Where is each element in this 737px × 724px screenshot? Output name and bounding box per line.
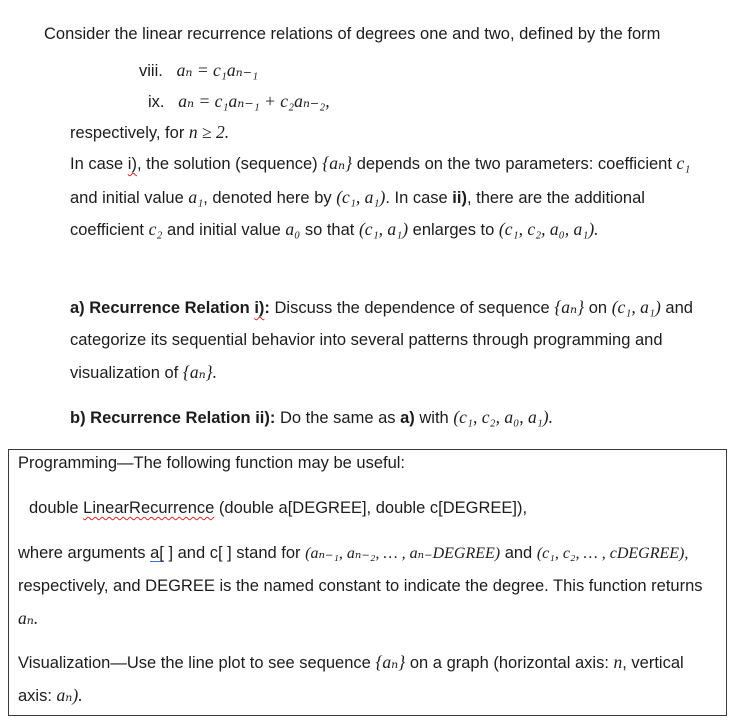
arguments-line bbox=[18, 542, 688, 565]
math: c₁ bbox=[676, 153, 691, 173]
text: , denoted here by bbox=[203, 189, 332, 207]
part-b-title: b) Recurrence Relation ii): bbox=[70, 409, 276, 427]
colon: : bbox=[264, 299, 270, 317]
returns-line: respectively, and DEGREE is the named constant to indicate the degree. This function returns bbox=[18, 577, 703, 595]
math: {aₙ}. bbox=[182, 362, 218, 382]
formula-ix: aₙ = c₁aₙ₋₁ + c₂aₙ₋₂, bbox=[178, 91, 330, 111]
text: , there are the additional bbox=[466, 189, 645, 207]
returns-value: aₙ. bbox=[18, 608, 39, 628]
text: visualization of bbox=[70, 364, 179, 382]
math: (c₁, c₂, a₀, a₁). bbox=[498, 219, 599, 239]
text: where arguments bbox=[18, 544, 146, 562]
math: (c₁, c₂, … , cDEGREE), bbox=[536, 545, 689, 562]
case-ref: i) bbox=[127, 155, 137, 173]
math: c₂ bbox=[148, 219, 163, 239]
text: , the solution (sequence) bbox=[136, 155, 318, 173]
text: on a graph (horizontal axis: bbox=[409, 654, 609, 672]
programming-line: Programming—The following function may be useful: bbox=[18, 454, 406, 472]
part-a-line-3 bbox=[70, 361, 217, 384]
item-label: ix. bbox=[148, 93, 165, 111]
text: . In case bbox=[385, 189, 448, 207]
text: double bbox=[29, 499, 79, 517]
item-label: viii. bbox=[139, 62, 163, 80]
math: (aₙ₋₁, aₙ₋₂, … , aₙ₋DEGREE) bbox=[305, 545, 501, 562]
function-name: LinearRecurrence bbox=[83, 499, 215, 517]
formula-viii: aₙ = c₁aₙ₋₁ bbox=[176, 60, 259, 80]
text: Discuss the dependence of sequence bbox=[274, 299, 550, 317]
text: and bbox=[665, 299, 693, 317]
relation-ix bbox=[148, 90, 330, 113]
math: {aₙ} bbox=[554, 297, 585, 317]
text: coefficient bbox=[70, 221, 144, 239]
text: on bbox=[588, 299, 608, 317]
text: and initial value bbox=[167, 221, 281, 239]
text: Do the same as bbox=[279, 409, 396, 427]
math: a₀ bbox=[285, 219, 301, 239]
visualization-line bbox=[18, 651, 684, 674]
text: so that bbox=[304, 221, 355, 239]
condition-prefix: respectively, for bbox=[70, 124, 185, 142]
math: {aₙ} bbox=[375, 652, 406, 672]
relation-viii bbox=[139, 59, 258, 82]
math: (c₁, c₂, a₀, a₁). bbox=[453, 407, 553, 427]
part-ref: a) bbox=[400, 409, 415, 427]
paragraph-line-3 bbox=[70, 218, 599, 241]
paragraph-line-2 bbox=[70, 186, 645, 209]
part-a-line-2: categorize its sequential behavior into several patterns through programming and bbox=[70, 331, 663, 349]
text: Visualization—Use the line plot to see sequence bbox=[18, 654, 371, 672]
text: enlarges to bbox=[412, 221, 495, 239]
math: (c₁, a₁) bbox=[358, 219, 409, 239]
array-ref: a[ bbox=[150, 544, 164, 562]
case-ref: ii) bbox=[452, 189, 467, 207]
visualization-line-2 bbox=[18, 684, 83, 707]
text: depends on the two parameters: coefficient bbox=[356, 155, 672, 173]
math: aₙ). bbox=[56, 685, 83, 705]
text: and bbox=[504, 544, 533, 562]
text: In case bbox=[70, 155, 124, 173]
text: , vertical bbox=[622, 654, 684, 672]
condition-expr: n ≥ 2. bbox=[188, 122, 230, 142]
function-signature bbox=[29, 497, 527, 519]
math: {aₙ} bbox=[322, 153, 353, 173]
paragraph-line-1 bbox=[70, 152, 690, 175]
case-ref: i) bbox=[254, 299, 265, 317]
intro-text: Consider the linear recurrence relations of degrees one and two, defined by the form bbox=[44, 25, 661, 43]
text: and initial value bbox=[70, 189, 184, 207]
text: ] and c[ ] stand for bbox=[168, 544, 301, 562]
text: (double a[DEGREE], double c[DEGREE]), bbox=[218, 499, 528, 517]
math: a₁ bbox=[188, 187, 204, 207]
part-a-line-1 bbox=[70, 296, 693, 319]
part-b-line bbox=[70, 406, 553, 429]
math: n bbox=[613, 652, 623, 672]
part-a-title: a) Recurrence Relation bbox=[70, 299, 250, 317]
text: axis: bbox=[18, 687, 52, 705]
math: (c₁, a₁) bbox=[611, 297, 661, 317]
text: with bbox=[419, 409, 449, 427]
condition-line bbox=[70, 121, 229, 144]
math: (c₁, a₁) bbox=[336, 187, 386, 207]
